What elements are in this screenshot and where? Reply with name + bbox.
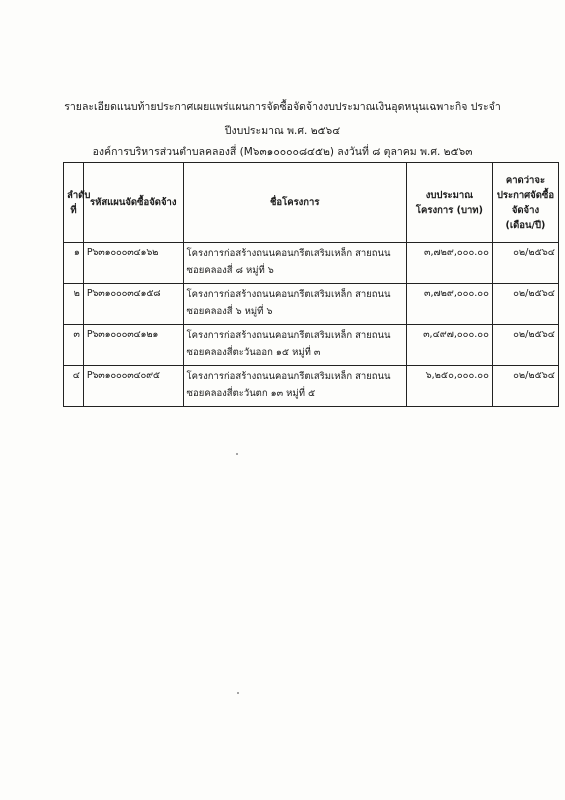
- row-announce-month: ๐๒/๒๕๖๔: [492, 243, 558, 284]
- row-announce-month: ๐๒/๒๕๖๔: [492, 325, 558, 366]
- row-no: ๑: [64, 243, 84, 284]
- row-project-name: โครงการก่อสร้างถนนคอนกรีตเสริมเหล็ก สายถนนซอยคลองสี่ตะวันออก ๑๕ หมู่ที่ ๓: [183, 325, 406, 366]
- row-no: ๒: [64, 284, 84, 325]
- row-plan-code: P๖๓๑๐๐๐๓๔๐๙๕: [83, 366, 183, 407]
- table-header-row: [64, 163, 559, 243]
- header-code: รหัสแผนจัดซื้อจัดจ้าง: [83, 163, 183, 243]
- row-announce-month: ๐๒/๒๕๖๔: [492, 366, 558, 407]
- row-no: ๓: [64, 325, 84, 366]
- row-project-name: โครงการก่อสร้างถนนคอนกรีตเสริมเหล็ก สายถนนซอยคลองสี่ ๖ หมู่ที่ ๖: [183, 284, 406, 325]
- row-budget: ๓,๗๒๙,๐๐๐.๐๐: [406, 284, 492, 325]
- row-budget: ๓,๔๙๗,๐๐๐.๐๐: [406, 325, 492, 366]
- row-budget: ๓,๗๒๙,๐๐๐.๐๐: [406, 243, 492, 284]
- table-row: [64, 284, 559, 325]
- document-subtitle-organization: องค์การบริหารส่วนตำบลคลองสี่ (M๖๓๑๐๐๐๐๘๔๕๒) ลงวันที่ ๘ ตุลาคม พ.ศ. ๒๕๖๓: [92, 146, 473, 158]
- table-row: [64, 243, 559, 284]
- header-announce-month: คาดว่าจะประกาศจัดซื้อจัดจ้าง (เดือน/ปี): [492, 163, 558, 243]
- row-project-name: โครงการก่อสร้างถนนคอนกรีตเสริมเหล็ก สายถนนซอยคลองสี่ตะวันตก ๑๓ หมู่ที่ ๕: [183, 366, 406, 407]
- row-no: ๔: [64, 366, 84, 407]
- procurement-plan-table: [63, 162, 559, 407]
- row-announce-month: ๐๒/๒๕๖๔: [492, 284, 558, 325]
- header-no: ลำดับที่: [64, 163, 84, 243]
- scan-speck: [236, 453, 238, 455]
- scan-speck: [237, 692, 239, 694]
- table-row: [64, 325, 559, 366]
- table-row: [64, 366, 559, 407]
- header-project-name: ชื่อโครงการ: [183, 163, 406, 243]
- document-title-fiscal-year: ปีงบประมาณ พ.ศ. ๒๕๖๔: [224, 125, 341, 137]
- document-title-line1: รายละเอียดแนบท้ายประกาศเผยแพร่แผนการจัดซื้อจัดจ้างงบประมาณเงินอุดหนุนเฉพาะกิจ ประจำ: [64, 101, 501, 113]
- row-plan-code: P๖๓๑๐๐๐๓๔๑๒๑: [83, 325, 183, 366]
- row-project-name: โครงการก่อสร้างถนนคอนกรีตเสริมเหล็ก สายถนนซอยคลองสี่ ๘ หมู่ที่ ๖: [183, 243, 406, 284]
- row-budget: ๖,๒๕๐,๐๐๐.๐๐: [406, 366, 492, 407]
- row-plan-code: P๖๓๑๐๐๐๓๔๑๕๘: [83, 284, 183, 325]
- header-budget: งบประมาณโครงการ (บาท): [406, 163, 492, 243]
- row-plan-code: P๖๓๑๐๐๐๓๔๑๖๒: [83, 243, 183, 284]
